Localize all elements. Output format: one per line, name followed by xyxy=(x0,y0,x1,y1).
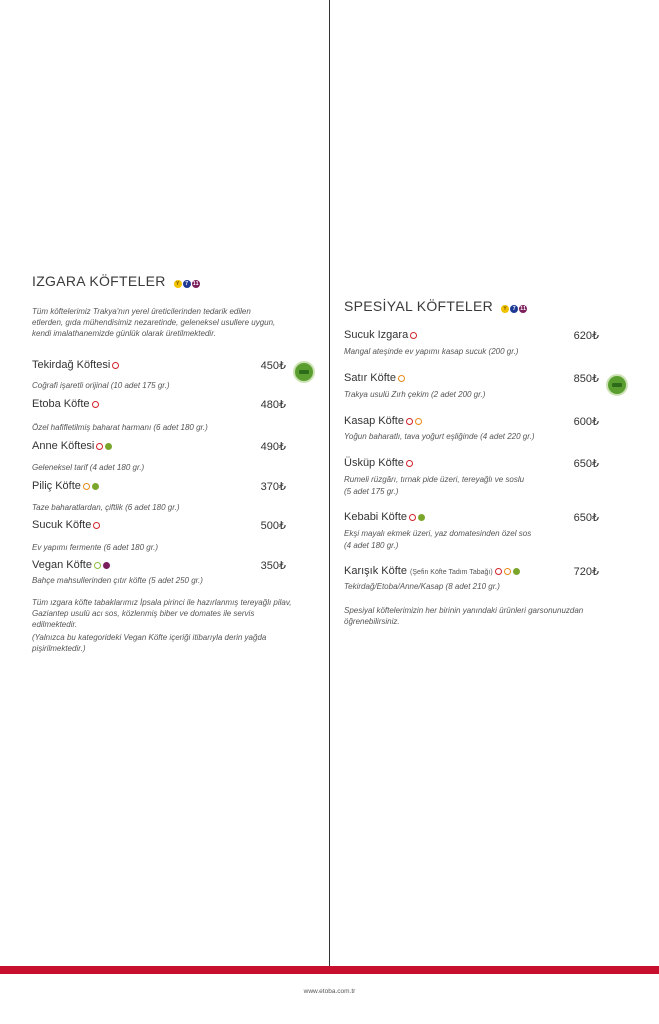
menu-item-desc: Ekşi mayalı ekmek üzeri, yaz domatesinden özel sos xyxy=(344,529,532,538)
menu-item-price: 450₺ xyxy=(260,360,286,372)
item-name-text: Sucuk Köfte xyxy=(32,519,92,531)
badge-icon: Y xyxy=(174,280,182,288)
item-name-text: Üsküp Köfte xyxy=(344,457,404,469)
allergen-icon xyxy=(415,418,422,425)
section-title-izgara xyxy=(32,273,201,290)
menu-item-price: 480₺ xyxy=(260,399,286,411)
allergen-icon xyxy=(418,514,425,521)
allergen-icon xyxy=(406,418,413,425)
item-name-text: Vegan Köfte xyxy=(32,559,92,571)
menu-item-name xyxy=(32,480,99,492)
allergen-icon xyxy=(96,443,103,450)
badge-icon: Y xyxy=(501,305,509,313)
menu-item-desc: (5 adet 175 gr.) xyxy=(344,487,399,496)
menu-item-name xyxy=(344,329,417,341)
menu-item-desc: Mangal ateşinde ev yapımı kasap sucuk (200 gr.) xyxy=(344,347,519,356)
allergen-badges xyxy=(174,274,201,290)
item-name-text: Piliç Köfte xyxy=(32,480,81,492)
badge-icon: 7 xyxy=(183,280,191,288)
item-name-text: Kasap Köfte xyxy=(344,415,404,427)
menu-item-desc: Özel hafifletilmiş baharat harmanı (6 adet 180 gr.) xyxy=(32,423,208,432)
item-name-text: Etoba Köfte xyxy=(32,398,90,410)
menu-item-price: 650₺ xyxy=(573,512,599,524)
menu-item-price: 500₺ xyxy=(260,520,286,532)
menu-item-name xyxy=(32,359,119,371)
intro-text: Tüm köftelerimiz Trakya'nın yerel üreticilerinden tedarik edilen etlerden, gıda mühendisimiz nezaretinde, geleneksel usullere uygun, kendi imalathanemizde günlük olarak üretilmektedir. xyxy=(32,307,276,338)
badge-icon: 7 xyxy=(510,305,518,313)
allergen-icon xyxy=(410,332,417,339)
section-title-text: SPESİYAL KÖFTELER xyxy=(344,298,494,314)
menu-item-name xyxy=(344,565,520,577)
allergen-icon xyxy=(112,362,119,369)
allergen-icon xyxy=(495,568,502,575)
menu-item-name xyxy=(344,457,413,469)
section-title-text: IZGARA KÖFTELER xyxy=(32,273,166,289)
menu-item-desc: Trakya usulü Zırh çekim (2 adet 200 gr.) xyxy=(344,390,486,399)
allergen-icon xyxy=(83,483,90,490)
item-name-text: Karışık Köfte xyxy=(344,565,407,577)
menu-item-name xyxy=(32,559,110,571)
menu-item-price: 600₺ xyxy=(573,416,599,428)
menu-item-name xyxy=(32,519,100,531)
menu-item-price: 720₺ xyxy=(573,566,599,578)
menu-item-desc: Ev yapımı fermente (6 adet 180 gr.) xyxy=(32,543,158,552)
allergen-icon xyxy=(103,562,110,569)
menu-item-desc: Rumeli rüzgârı, tırnak pide üzeri, tereyağlı ve soslu xyxy=(344,475,525,484)
menu-item-price: 620₺ xyxy=(573,330,599,342)
item-name-text: Anne Köftesi xyxy=(32,440,95,452)
menu-item-desc: Tekirdağ/Etoba/Anne/Kasap (8 adet 210 gr.) xyxy=(344,582,500,591)
allergen-icon xyxy=(92,401,99,408)
menu-item-desc: Geleneksel tarif (4 adet 180 gr.) xyxy=(32,463,145,472)
menu-item-desc: Bahçe mahsullerinden çıtır köfte (5 adet 250 gr.) xyxy=(32,576,203,585)
spesiyal-note: Spesiyal köftelerimizin her birinin yanındaki ürünleri garsonunuzdan öğrenebilirsiniz. xyxy=(344,606,584,626)
menu-item-desc: Yoğun baharatlı, tava yoğurt eşliğinde (4 adet 220 gr.) xyxy=(344,432,535,441)
footer-red-bar xyxy=(0,966,659,974)
menu-item-name xyxy=(344,372,405,384)
menu-item-name xyxy=(32,398,99,410)
menu-item-name xyxy=(344,415,422,427)
menu-item-price: 370₺ xyxy=(260,481,286,493)
allergen-icon xyxy=(93,522,100,529)
menu-item-desc: Coğrafi işaretli orijinal (10 adet 175 gr.) xyxy=(32,381,170,390)
menu-item-price: 850₺ xyxy=(573,373,599,385)
allergen-icon xyxy=(105,443,112,450)
footer-url[interactable]: www.etoba.com.tr xyxy=(303,988,356,995)
geographical-indication-seal-icon xyxy=(606,374,628,396)
menu-item-price: 650₺ xyxy=(573,458,599,470)
allergen-icon xyxy=(398,375,405,382)
item-subtitle: (Şefin Köfte Tadım Tabağı) xyxy=(410,569,493,576)
serving-note: Tüm ızgara köfte tabaklarımız İpsala pirinci ile hazırlanmış tereyağlı pilav, Gaziantep usulü acı sos, közlenmiş biber ve domates ile servis edilmektedir. xyxy=(32,598,292,629)
item-name-text: Satır Köfte xyxy=(344,372,396,384)
badge-icon: 11 xyxy=(192,280,199,287)
allergen-icon xyxy=(513,568,520,575)
item-name-text: Sucuk Izgara xyxy=(344,329,409,341)
menu-item-desc: (4 adet 180 gr.) xyxy=(344,541,399,550)
column-divider xyxy=(329,0,330,966)
allergen-icon xyxy=(94,562,101,569)
badge-icon: 11 xyxy=(520,305,527,312)
menu-item-price: 350₺ xyxy=(260,560,286,572)
menu-item-desc: Taze baharatlardan, çiftlik (6 adet 180 gr.) xyxy=(32,503,180,512)
allergen-badges xyxy=(501,299,528,315)
allergen-icon xyxy=(92,483,99,490)
item-name-text: Kebabi Köfte xyxy=(344,511,407,523)
geographical-indication-seal-icon xyxy=(293,361,315,383)
item-name-text: Tekirdağ Köftesi xyxy=(32,359,111,371)
allergen-icon xyxy=(406,460,413,467)
menu-item-price: 490₺ xyxy=(260,441,286,453)
menu-item-name xyxy=(32,440,112,452)
vegan-note: (Yalnızca bu kategorideki Vegan Köfte içeriği itibarıyla derin yağda pişirilmektedir.) xyxy=(32,633,267,653)
menu-item-name xyxy=(344,511,425,523)
allergen-icon xyxy=(504,568,511,575)
allergen-icon xyxy=(409,514,416,521)
section-title-spesiyal xyxy=(344,298,528,315)
